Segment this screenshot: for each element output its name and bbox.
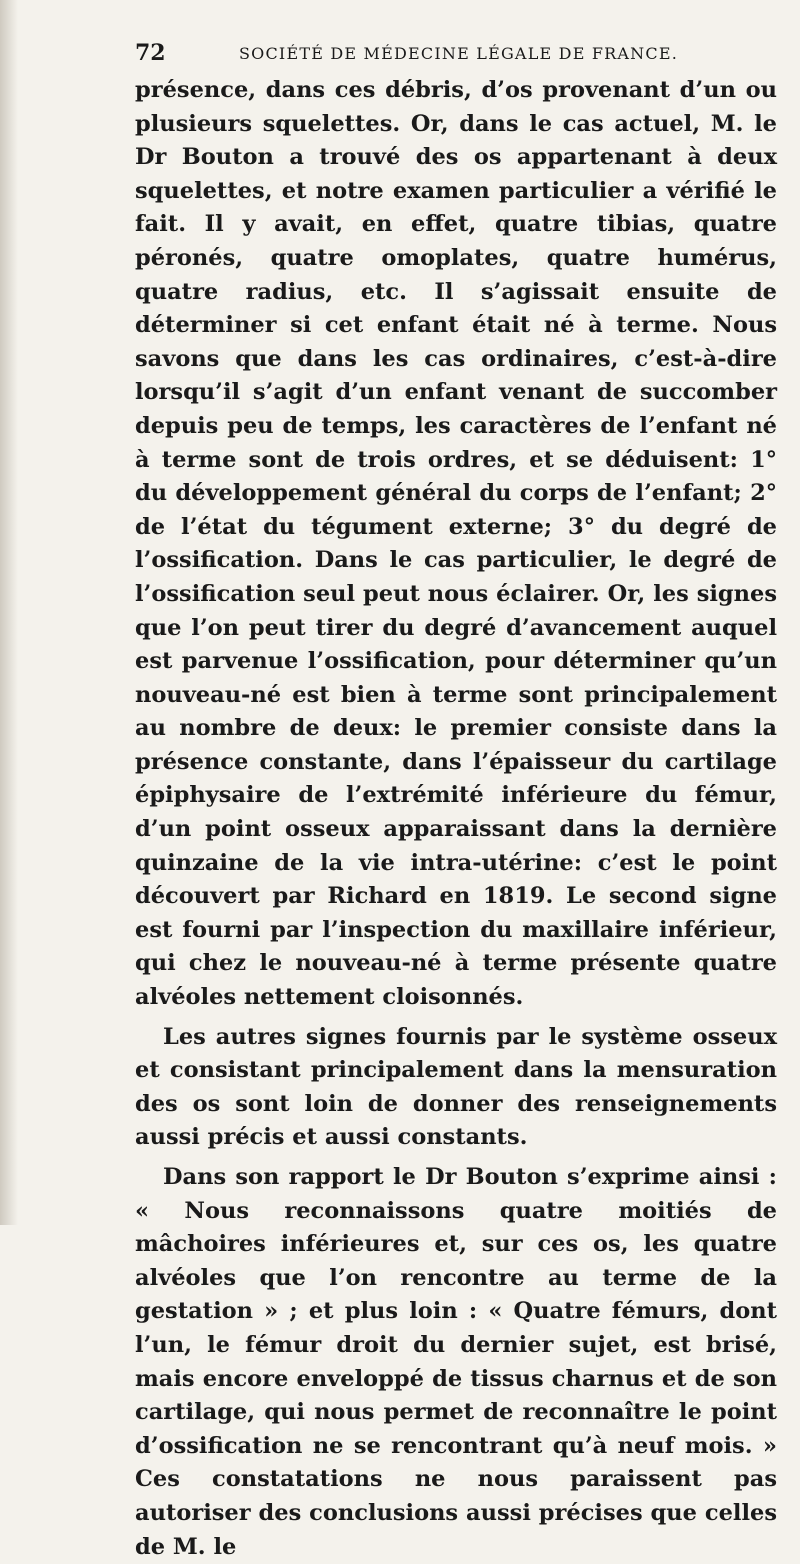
paragraph: Les autres signes fournis par le système osseux et consistant principalement dans la mensuration des os sont loin de donner des renseignements aussi précis et aussi constants. xyxy=(135,1023,777,1151)
page-header xyxy=(135,40,775,70)
body-text xyxy=(135,74,777,1564)
page-number: 72 xyxy=(135,40,166,66)
paragraph: présence, dans ces débris, d’os provenant d’un ou plusieurs squelettes. Or, dans le cas actuel, M. le Dr Bouton a trouvé des os appartenant à deux squelettes, et notre examen particulier a vérifié le fait. Il y avait, en effet, quatre tibias, quatre péronés, quatre omoplates, quatre humérus, quatre radius, etc. Il s’agissait ensuite de déterminer si cet enfant était né à terme. Nous savons que dans les cas ordinaires, c’est-à-dire lorsqu’il s’agit d’un enfant venant de succomber depuis peu de temps, les caractères de l’enfant né à terme sont de trois ordres, et se déduisent: 1° du développement général du corps de l’enfant; 2° de l’état du tégument externe; 3° du degré de l’ossification. Dans le cas particulier, le degré de l’ossification seul peut nous éclairer. Or, les signes que l’on peut tirer du degré d’avancement auquel est parvenue l’ossification, pour déterminer qu’un nouveau-né est bien à terme sont principalement au nombre de deux: le premier consiste dans la présence constante, dans l’épaisseur du cartilage épiphysaire de l’extrémité inférieure du fémur, d’un point osseux apparaissant dans la dernière quinzaine de la vie intra-utérine: c’est le point découvert par Richard en 1819. Le second signe est fourni par l’inspection du maxillaire inférieur, qui chez le nouveau-né à terme présente quatre alvéoles nettement cloisonnés. xyxy=(135,77,777,1011)
running-head: SOCIÉTÉ DE MÉDECINE LÉGALE DE FRANCE. xyxy=(239,44,678,63)
page-gutter-shadow xyxy=(0,0,18,1225)
paragraph: Dans son rapport le Dr Bouton s’exprime ainsi : « Nous reconnaissons quatre moitiés de mâchoires inférieures et, sur ces os, les quatre alvéoles que l’on rencontre au terme de la gestation » ; et plus loin : « Quatre fémurs, dont l’un, le fémur droit du dernier sujet, est brisé, mais encore enveloppé de tissus charnus et de son cartilage, qui nous permet de reconnaître le point d’ossification ne se rencontrant qu’à neuf mois. » Ces constatations ne nous paraissent pas autoriser des conclusions aussi précises que celles de M. le xyxy=(135,1164,777,1560)
